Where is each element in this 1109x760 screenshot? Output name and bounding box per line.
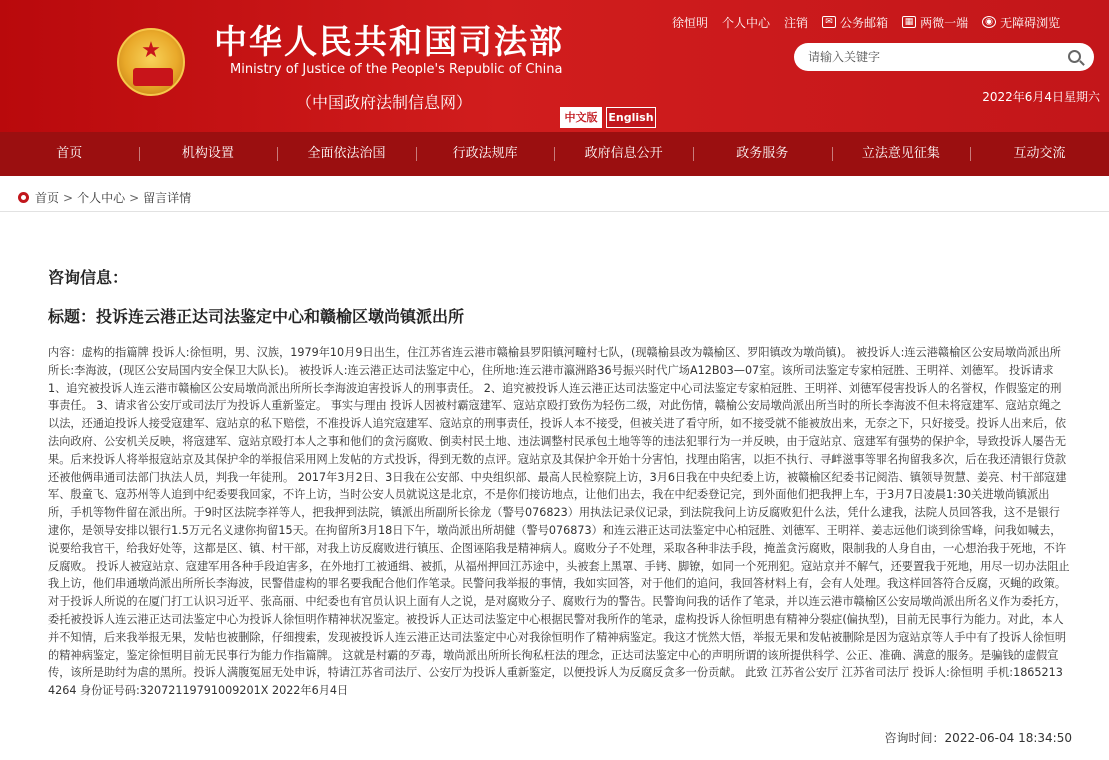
nav-item-services[interactable]: 政务服务 — [693, 132, 832, 176]
breadcrumb-separator: > — [129, 190, 140, 205]
nav-item-rule-of-law[interactable]: 全面依法治国 — [277, 132, 416, 176]
top-links — [672, 13, 1074, 31]
breadcrumb-home[interactable]: 首页 — [35, 191, 60, 205]
site-header — [0, 0, 1109, 132]
location-pin-icon — [18, 192, 29, 203]
breadcrumb-divider — [0, 211, 1109, 212]
nav-item-regulations[interactable]: 行政法规库 — [416, 132, 555, 176]
grid-icon: ▦ — [902, 16, 916, 28]
site-subtitle-cn: （中国政府法制信息网） — [296, 93, 473, 112]
top-link-logout[interactable]: 注销 — [784, 15, 809, 30]
top-link-user-center[interactable]: 个人中心 — [722, 15, 771, 30]
lang-english-button[interactable]: English — [606, 107, 656, 128]
search-icon[interactable] — [1068, 50, 1081, 63]
top-link-mail-label: 公务邮箱 — [840, 15, 889, 30]
top-link-mail[interactable] — [822, 14, 888, 31]
section-label: 咨询信息： — [48, 268, 129, 287]
current-date: 2022年6月4日星期六 — [982, 90, 1100, 104]
nav-item-home[interactable]: 首页 — [56, 146, 83, 161]
site-subtitle-en: Ministry of Justice of the People's Republic of China — [230, 62, 563, 77]
message-content: 内容：虚构的指篇牌 投诉人:徐恒明，男、汉族，1979年10月9日出生，住江苏省连云港市赣榆县罗阳镇河疃村七队，(现赣榆县改为赣榆区、罗阳镇改为墩尚镇)。 被投诉人:连云港赣榆区公安局墩尚派出所所长:李海波，(现区公安局国内安全保卫大队长)。 被投诉人:连云港正达司法鉴定中心，住所地:连云港市瀛洲路36号振兴时代广场A12B03—07室。该所司法鉴定专家柏冠胜、王明祥、刘德军。 投诉请求 1、追究被投诉人连云港市赣榆区公安局墩尚派出所所长李海波迫害投诉人的刑事责任。 2、追究被投诉人连云港正达司法鉴定中心司法鉴定专家柏冠胜、王明祥、刘德军侵害投诉人的名誉权，作假鉴定的刑事责任。 3、请求省公安厅或司法厅为投诉人重新鉴定。 事实与理由 投诉人因被村霸寇建军、寇站京殴打致伤为轻伤二级，对此伤情，赣榆公安局墩尚派出所当时的所长李海波不但未将寇建军、寇站京绳之以法，还通迫投诉人接受寇建军、寇站京的私下赔偿，不准投诉人追究寇建军、寇站京的刑事责任，投诉人本不接受，但被关进了看守所，如不接受就不能被放出来，无奈之下，只好接受。投诉人出来后，依法向政府、公安机关反映，将寇建军、寇站京殴打本人之事和他们的贪污腐败、倒卖村民土地、违法调整村民承包土地等等的违法犯罪行为一并反映，由于寇站京、寇建军有强势的保护伞，导致投诉人屡告无果。后来投诉人将举报寇站京及其保护伞的举报信采用网上发帖的方式投诉，得到无数的点评。寇站京及其保护伞开始十分害怕，找理由陷害，以拒不执行、寻衅滋事等罪名拘留我多次，后在我还清银行贷款还被他俩串通司法部门执法人员，判我一年徒刑。 2017年3月2日、3日我在公安部、中央组织部、最高人民检察院上访，3月6日我在中央纪委上访，被赣榆区纪委书记阅浩、镇领导贺慧、姜亮、村干部寇建军、殷童飞、寇苏州等人追到中纪委要我回家，不许上访，当时公安人员就说这是北京，不是你们接访地点，让他们出去，我在中纪委登记完，到外面他们把我押上车，于3月7日凌晨1:30关进墩尚镇派出所，手机等物件留在派出所。于9时区法院李祥等人，把我押到法院，镇派出所副所长徐龙（警号076823）用执法记录仪记录，到法院我问上访反腐败犯什么法，凭什么逮我，法院人员回答我，这不是银行逮你，是领导安排以银行1.5万元名义逮你拘留15天。在拘留所3月18日下午，墩尚派出所胡健（警号076873）和连云港正达司法鉴定中心柏冠胜、刘德军、王明祥、姜志远他们谈到徐雪峰，问我如喊去，说要给我官干，给我好处等，这都是区、镇、村干部，对我上访反腐败进行镇压、企图诬陷我是精神病人。腐败分子不处理，采取各种非法手段，掩盖贪污腐败，限制我的人身自由，一心想治我于死地，不许反腐败。 投诉人被寇站京、寇建军用各种手段迫害多，在外地打工被通缉、被抓，从福州押回江苏途中，头被套上黑罩、手铐、脚镣，如同一个死刑犯。寇站京并不解气，还要置我于死地，用尽一切办法阻止我上访，他们串通墩尚派出所所长李海波，民警借虚构的罪名要我配合他们作笔录。民警问我举报的事情，我如实回答，对于他们的追问，我回答材料上有，会有人处理。我这样回答符合反腐，灭蝇的政策。 对于投诉人所说的在厦门打工认识习近平、张高丽、中纪委也有官员认识上面有人之说，是对腐败分子、腐败行为的警告。民警询问我的话作了笔录，并以连云港市赣榆区公安局墩尚派出所名义作为委托方，委托被投诉人连云港正达司法鉴定中心为投诉人徐恒明作精神状况鉴定。被投诉人正达司法鉴定中心根据民警对我所作的笔录，虚构投诉人徐恒明患有精神分裂症(偏执型)，目前无民事行为能力。对此，本人并不知情，后来我举报无果，发帖也被删除，仔细搜索，发现被投诉人连云港正达司法鉴定中心对我徐恒明作了精神病鉴定。我这才恍然大悟，举报无果和发帖被删除是因为寇站京等人手中有了投诉人徐恒明的精神病鉴定，鉴定徐恒明目前无民事行为能力作指篇牌。 这就是村霸的歹毒，墩尚派出所所长徇私枉法的理念，正达司法鉴定中心的声明所谓的该所提供科学、公正、准确、满意的服务。是骗钱的虚假宣传，该所是助纣为虐的黑所。投诉人满腹冤屈无处申诉，特请江苏省司法厅、公安厅为投诉人重新鉴定，以便投诉人为反腐反贪多一份贡献。 此致 江苏省公安厅 江苏省司法厅 投诉人:徐恒明 手机:18652134264 身份证号码:32072119791009201X 2022年6月4日 — [48, 346, 1070, 698]
top-link-accessibility-label: 无障碍浏览 — [1000, 15, 1061, 30]
message-time: 咨询时间：2022-06-04 18:34:50 — [884, 731, 1072, 745]
emblem-star-icon: ★ — [141, 38, 161, 63]
top-link-wechat[interactable] — [902, 14, 968, 31]
main-nav — [0, 132, 1109, 176]
lang-chinese-button[interactable]: 中文版 — [560, 107, 602, 128]
nav-item-legislation[interactable]: 立法意见征集 — [832, 132, 971, 176]
language-switch — [560, 107, 656, 128]
search-box — [794, 43, 1094, 71]
message-title: 标题：投诉连云港正达司法鉴定中心和赣榆区墩尚镇派出所 — [48, 307, 465, 326]
eye-icon: ◉ — [982, 16, 996, 28]
breadcrumb — [18, 189, 191, 206]
search-input[interactable] — [808, 47, 1058, 67]
site-title: 中华人民共和国司法部 — [214, 22, 564, 61]
emblem-base-shape — [133, 68, 173, 86]
top-link-user[interactable]: 徐恒明 — [672, 15, 709, 30]
breadcrumb-user-center[interactable]: 个人中心 — [77, 191, 126, 205]
mail-icon: ✉ — [822, 16, 836, 28]
national-emblem-logo — [117, 28, 185, 96]
nav-item-gov-info[interactable]: 政府信息公开 — [554, 132, 693, 176]
breadcrumb-message-detail: 留言详情 — [143, 191, 192, 205]
top-link-wechat-label: 两微一端 — [920, 15, 969, 30]
breadcrumb-separator: > — [63, 190, 74, 205]
nav-item-interaction[interactable]: 互动交流 — [970, 132, 1109, 176]
nav-item-organization[interactable]: 机构设置 — [139, 132, 278, 176]
top-link-accessibility[interactable] — [982, 14, 1060, 31]
